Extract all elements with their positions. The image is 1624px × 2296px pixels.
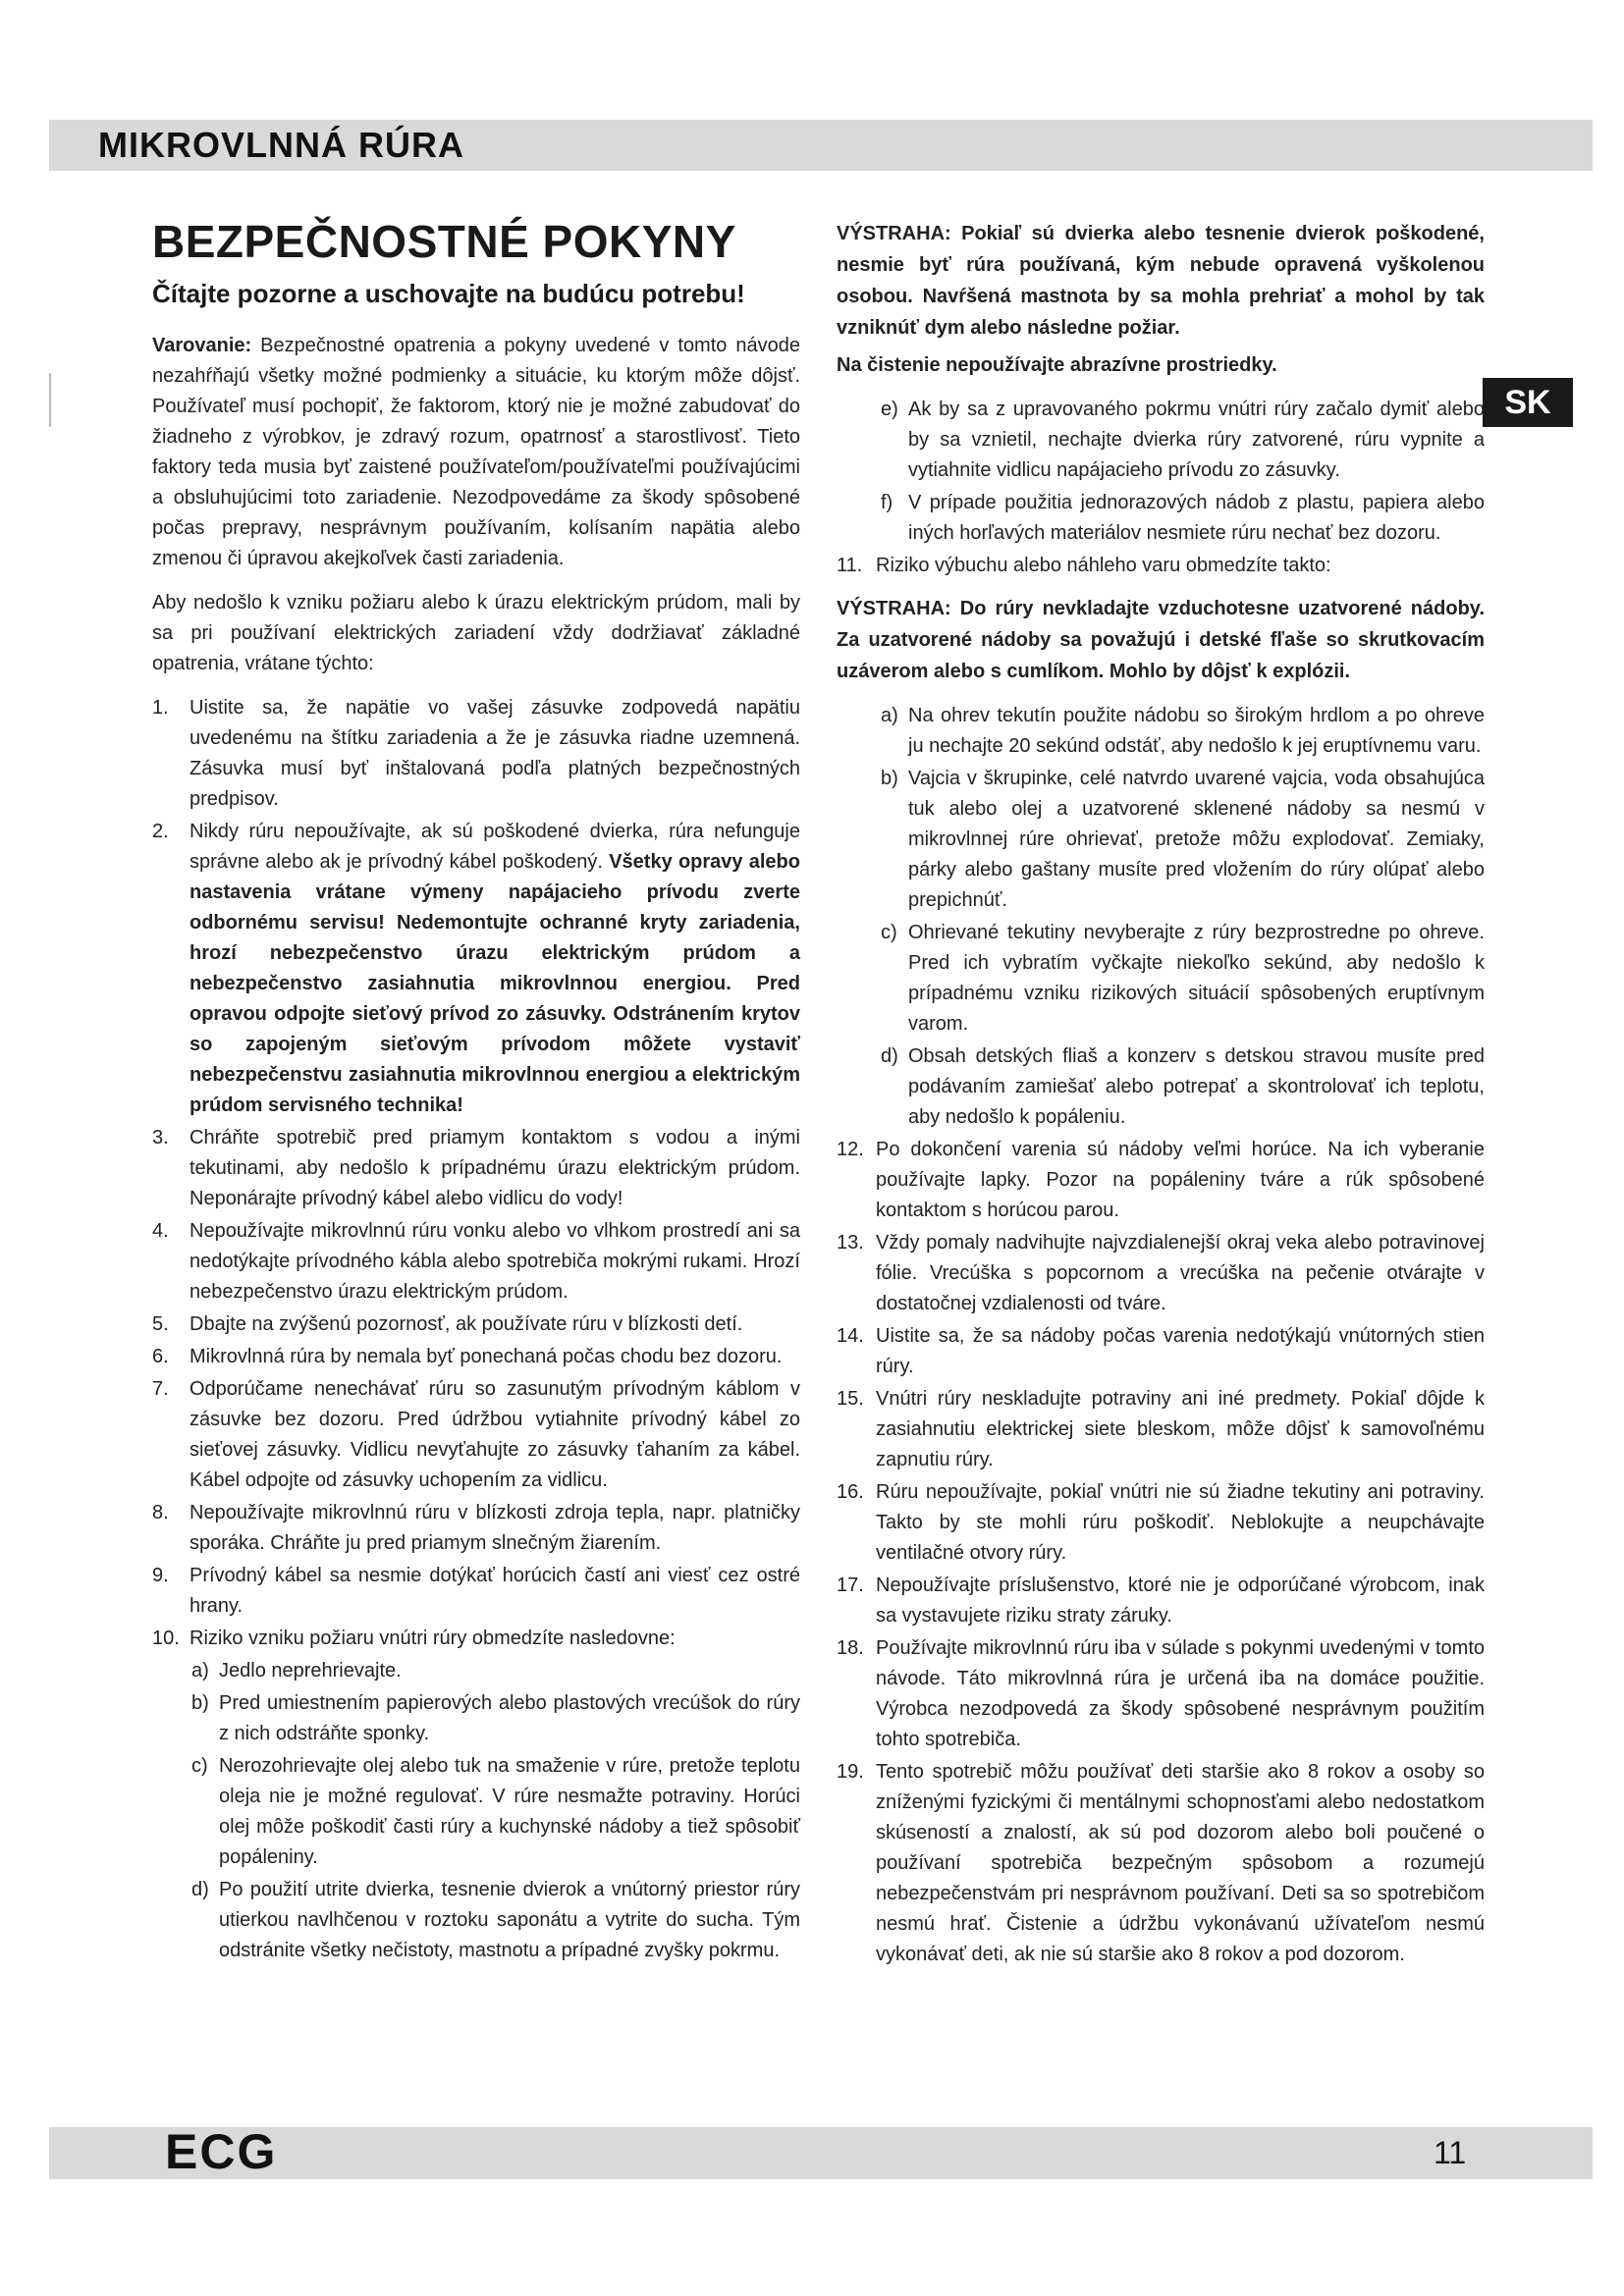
brand-logo: ECG: [165, 2124, 278, 2179]
sub-list-item: b) Vajcia v škrupinke, celé natvrdo uvarené vajcia, voda obsahujúca tuk alebo olej a uzatvorené sklenené nádoby sa nesmú v mikrovlnnej rúre ohrievať, pretože môžu explodovať. Zemiaky, párky alebo gaštany musíte pred vložením do rúry olúpať alebo prepichnúť.: [881, 768, 1485, 911]
sub-list-item: c) Ohrievané tekutiny nevyberajte z rúry bezprostredne po ohreve. Pred ich vybratím vyčkajte niekoľko sekúnd, aby nedošlo k prípadnému vzniku rizikových situácií spôsobených eruptívnym varom.: [881, 922, 1485, 1035]
list-item: 8. Nepoužívajte mikrovlnnú rúru v blízkosti zdroja tepla, napr. platničky sporáka. Chráňte ju pred priamym slnečným žiarením.: [152, 1502, 800, 1555]
list-item: 11. Riziko výbuchu alebo náhleho varu obmedzíte takto:: [837, 555, 1331, 576]
warning-text: Bezpečnostné opatrenia a pokyny uvedené v tomto návode nezahŕňajú všetky možné podmienky a situácie, ku ktorým môže dôjsť. Používateľ musí pochopiť, že faktorom, ktorý nie je možné zabudovať do žiadneho z výrobkov, je zdravý rozum, opatrnosť a starostlivosť. Tieto faktory teda musia byť zaistené používateľom/používateľmi používajúcimi a obsluhujúcimi toto zariadenie. Nezodpovedáme za škody spôsobené počas prepravy, nesprávnym používaním, kolísaním napätia alebo zmenou či úpravou akejkoľvek časti zariadenia.: [152, 335, 800, 570]
right-column: [837, 218, 1485, 1972]
list-item: 3. Chráňte spotrebič pred priamym kontaktom s vodou a inými tekutinami, aby nedošlo k prípadnému úrazu elektrickým prúdom. Neponárajte prívodný kábel alebo vidlicu do vody!: [152, 1127, 800, 1210]
footer-band: [49, 2127, 1593, 2179]
list-item: 6. Mikrovlnná rúra by nemala byť ponechaná počas chodu bez dozoru.: [152, 1346, 783, 1368]
list-item: 2. Nikdy rúru nepoužívajte, ak sú poškodené dvierka, rúra nefunguje správne alebo ak je prívodný kábel poškodený. Všetky opravy alebo nastavenia vrátane výmeny napájacieho prívodu zverte odbornému servisu! Nedemontujte ochranné kryty zariadenia, hrozí nebezpečenstvo úrazu elektrickým prúdom a nebezpečenstvo zasiahnutia mikrovlnnou energiou. Pred opravou odpojte sieťový prívod zo zásuvky. Odstránením krytov so zapojeným sieťovým prívodom môžete vystaviť nebezpečenstvu zasiahnutia mikrovlnnou energiou a elektrickým prúdom servisného technika!: [152, 821, 800, 1117]
sub-list-item: d) Po použití utrite dvierka, tesnenie dvierok a vnútorný priestor rúry utierkou navlhčenou v roztoku saponátu a vytrite do sucha. Tým odstránite všetky nečistoty, mastnotu a prípadné zvyšky pokrmu.: [191, 1879, 800, 1962]
list-item: 16. Rúru nepoužívajte, pokiaľ vnútri nie sú žiadne tekutiny ani potraviny. Takto by ste mohli rúru poškodiť. Neblokujte a neupchávajte ventilačné otvory rúry.: [837, 1481, 1485, 1564]
list-item: 14. Uistite sa, že sa nádoby počas varenia nedotýkajú vnútorných stien rúry.: [837, 1325, 1485, 1377]
warning-block: VÝSTRAHA: Pokiaľ sú dvierka alebo tesnenie dvierok poškodené, nesmie byť rúra používaná, kým nebude opravená vyškolenou osobou. Navŕšená mastnota by sa mohla prehriať a mohol by tak vzniknúť dym alebo následne požiar.: [837, 223, 1485, 339]
warning-block: VÝSTRAHA: Do rúry nevkladajte vzduchotesne uzatvorené nádoby. Za uzatvorené nádoby sa považujú i detské fľaše so skrutkovacím uzáverom alebo s cumlíkom. Mohlo by dôjsť k explózii.: [837, 598, 1485, 682]
list-item: 19. Tento spotrebič môžu používať deti staršie ako 8 rokov a osoby so zníženými fyzickými či mentálnymi schopnosťami alebo nedostatkom skúseností a znalostí, ak sú pod dozorom alebo boli poučené o používaní spotrebiča bezpečným spôsobom a rozumejú nebezpečenstvám pri nesprávnom používaní. Deti sa so spotrebičom nesmú hrať. Čistenie a údržbu vykonávanú užívateľom nesmú vykonávať deti, ak nie sú staršie ako 8 rokov a pod dozorom.: [837, 1761, 1485, 1965]
cleaning-warning: Na čistenie nepoužívajte abrazívne prostriedky.: [837, 354, 1277, 376]
sub-list-item: e) Ak by sa z upravovaného pokrmu vnútri rúry začalo dymiť alebo by sa vznietil, nechajte dvierka rúry zatvorené, rúru vypnite a vytiahnite vidlicu napájacieho prívodu zo zásuvky.: [881, 399, 1485, 481]
page-number: 11: [1434, 2135, 1467, 2170]
list-item: 17. Nepoužívajte príslušenstvo, ktoré nie je odporúčané výrobcom, inak sa vystavujete riziku straty záruky.: [837, 1575, 1485, 1627]
sub-list-item: c) Nerozohrievajte olej alebo tuk na smaženie v rúre, pretože teplotu oleja nie je možné regulovať. V rúre nesmažte potraviny. Horúci olej môže poškodiť časti rúry a kuchynské nádoby a tiež spôsobiť popáleniny.: [191, 1755, 800, 1869]
list-item: 9. Prívodný kábel sa nesmie dotýkať horúcich častí ani viesť cez ostré hrany.: [152, 1565, 800, 1618]
sub-list-item: f) V prípade použitia jednorazových nádob z plastu, papiera alebo iných horľavých materiálov nesmiete rúru nechať bez dozoru.: [881, 492, 1485, 544]
list-item: 13. Vždy pomaly nadvihujte najvzdialenejší okraj veka alebo potravinovej fólie. Vrecúška s popcornom a vrecúška na pečenie otvárajte v dostatočnej vzdialenosti od tváre.: [837, 1232, 1485, 1314]
list-item: 5. Dbajte na zvýšenú pozornosť, ak používate rúru v blízkosti detí.: [152, 1313, 743, 1336]
sub-list-item: d) Obsah detských fliaš a konzerv s detskou stravou musíte pred podávaním zamiešať alebo potrepať a skontrolovať ich teplotu, aby nedošlo k popáleniu.: [881, 1045, 1485, 1128]
left-column: [152, 218, 800, 1968]
list-item: 7. Odporúčame nenechávať rúru so zasunutým prívodným káblom v zásuvke bez dozoru. Pred údržbou vytiahnite prívodný kábel zo sieťovej zásuvky. Vidlicu nevyťahujte zo zásuvky ťahaním za kábel. Kábel odpojte od zásuvky uchopením za vidlicu.: [152, 1378, 800, 1492]
page-header-title: MIKROVLNNÁ RÚRA: [98, 125, 464, 165]
sub-list-item: a) Na ohrev tekutín použite nádobu so širokým hrdlom a po ohreve ju nechajte 20 sekúnd odstáť, aby nedošlo k jej eruptívnemu varu.: [881, 705, 1485, 757]
sub-list-item: a) Jedlo neprehrievajte.: [191, 1660, 402, 1682]
list-item: 1. Uistite sa, že napätie vo vašej zásuvke zodpovedá napätiu uvedenému na štítku zariadenia a že je zásuvka riadne uzemnená. Zásuvka musí byť inštalovaná podľa platných bezpečnostných predpisov.: [152, 697, 800, 811]
list-item: 15. Vnútri rúry neskladujte potraviny ani iné predmety. Pokiaľ dôjde k zasiahnutiu elektrickej siete bleskom, môže dôjsť k samovoľnému zapnutiu rúry.: [837, 1388, 1485, 1470]
section-title: BEZPEČNOSTNÉ POKYNY: [152, 216, 736, 267]
list-item: 10. Riziko vzniku požiaru vnútri rúry obmedzíte nasledovne:: [152, 1628, 676, 1650]
warning-label: Varovanie:: [152, 335, 252, 357]
language-badge: SK: [1483, 378, 1573, 427]
warning-paragraph: [152, 331, 800, 574]
list-item: 18. Používajte mikrovlnnú rúru iba v súlade s pokynmi uvedenými v tomto návode. Táto mikrovlnná rúra je určená iba na domáce použitie. Výrobca nezodpovedá za škody spôsobené nesprávnym použitím tohto spotrebiča.: [837, 1637, 1485, 1750]
list-item: 4. Nepoužívajte mikrovlnnú rúru vonku alebo vo vlhkom prostredí ani sa nedotýkajte prívodného kábla alebo spotrebiča mokrými rukami. Hrozí nebezpečenstvo úrazu elektrickým prúdom.: [152, 1220, 800, 1304]
margin-mark: [49, 373, 51, 427]
section-subtitle: Čítajte pozorne a uschovajte na budúcu potrebu!: [152, 279, 745, 309]
list-item: 12. Po dokončení varenia sú nádoby veľmi horúce. Na ich vyberanie používajte lapky. Pozor na popáleniny tváre a rúk spôsobené kontaktom s horúcou parou.: [837, 1139, 1485, 1221]
intro-paragraph: Aby nedošlo k vzniku požiaru alebo k úrazu elektrickým prúdom, mali by sa pri používaní elektrických zariadení vždy dodržiavať základné opatrenia, vrátane týchto:: [152, 592, 800, 675]
sub-list-item: b) Pred umiestnením papierových alebo plastových vrecúšok do rúry z nich odstráňte sponky.: [191, 1692, 800, 1745]
